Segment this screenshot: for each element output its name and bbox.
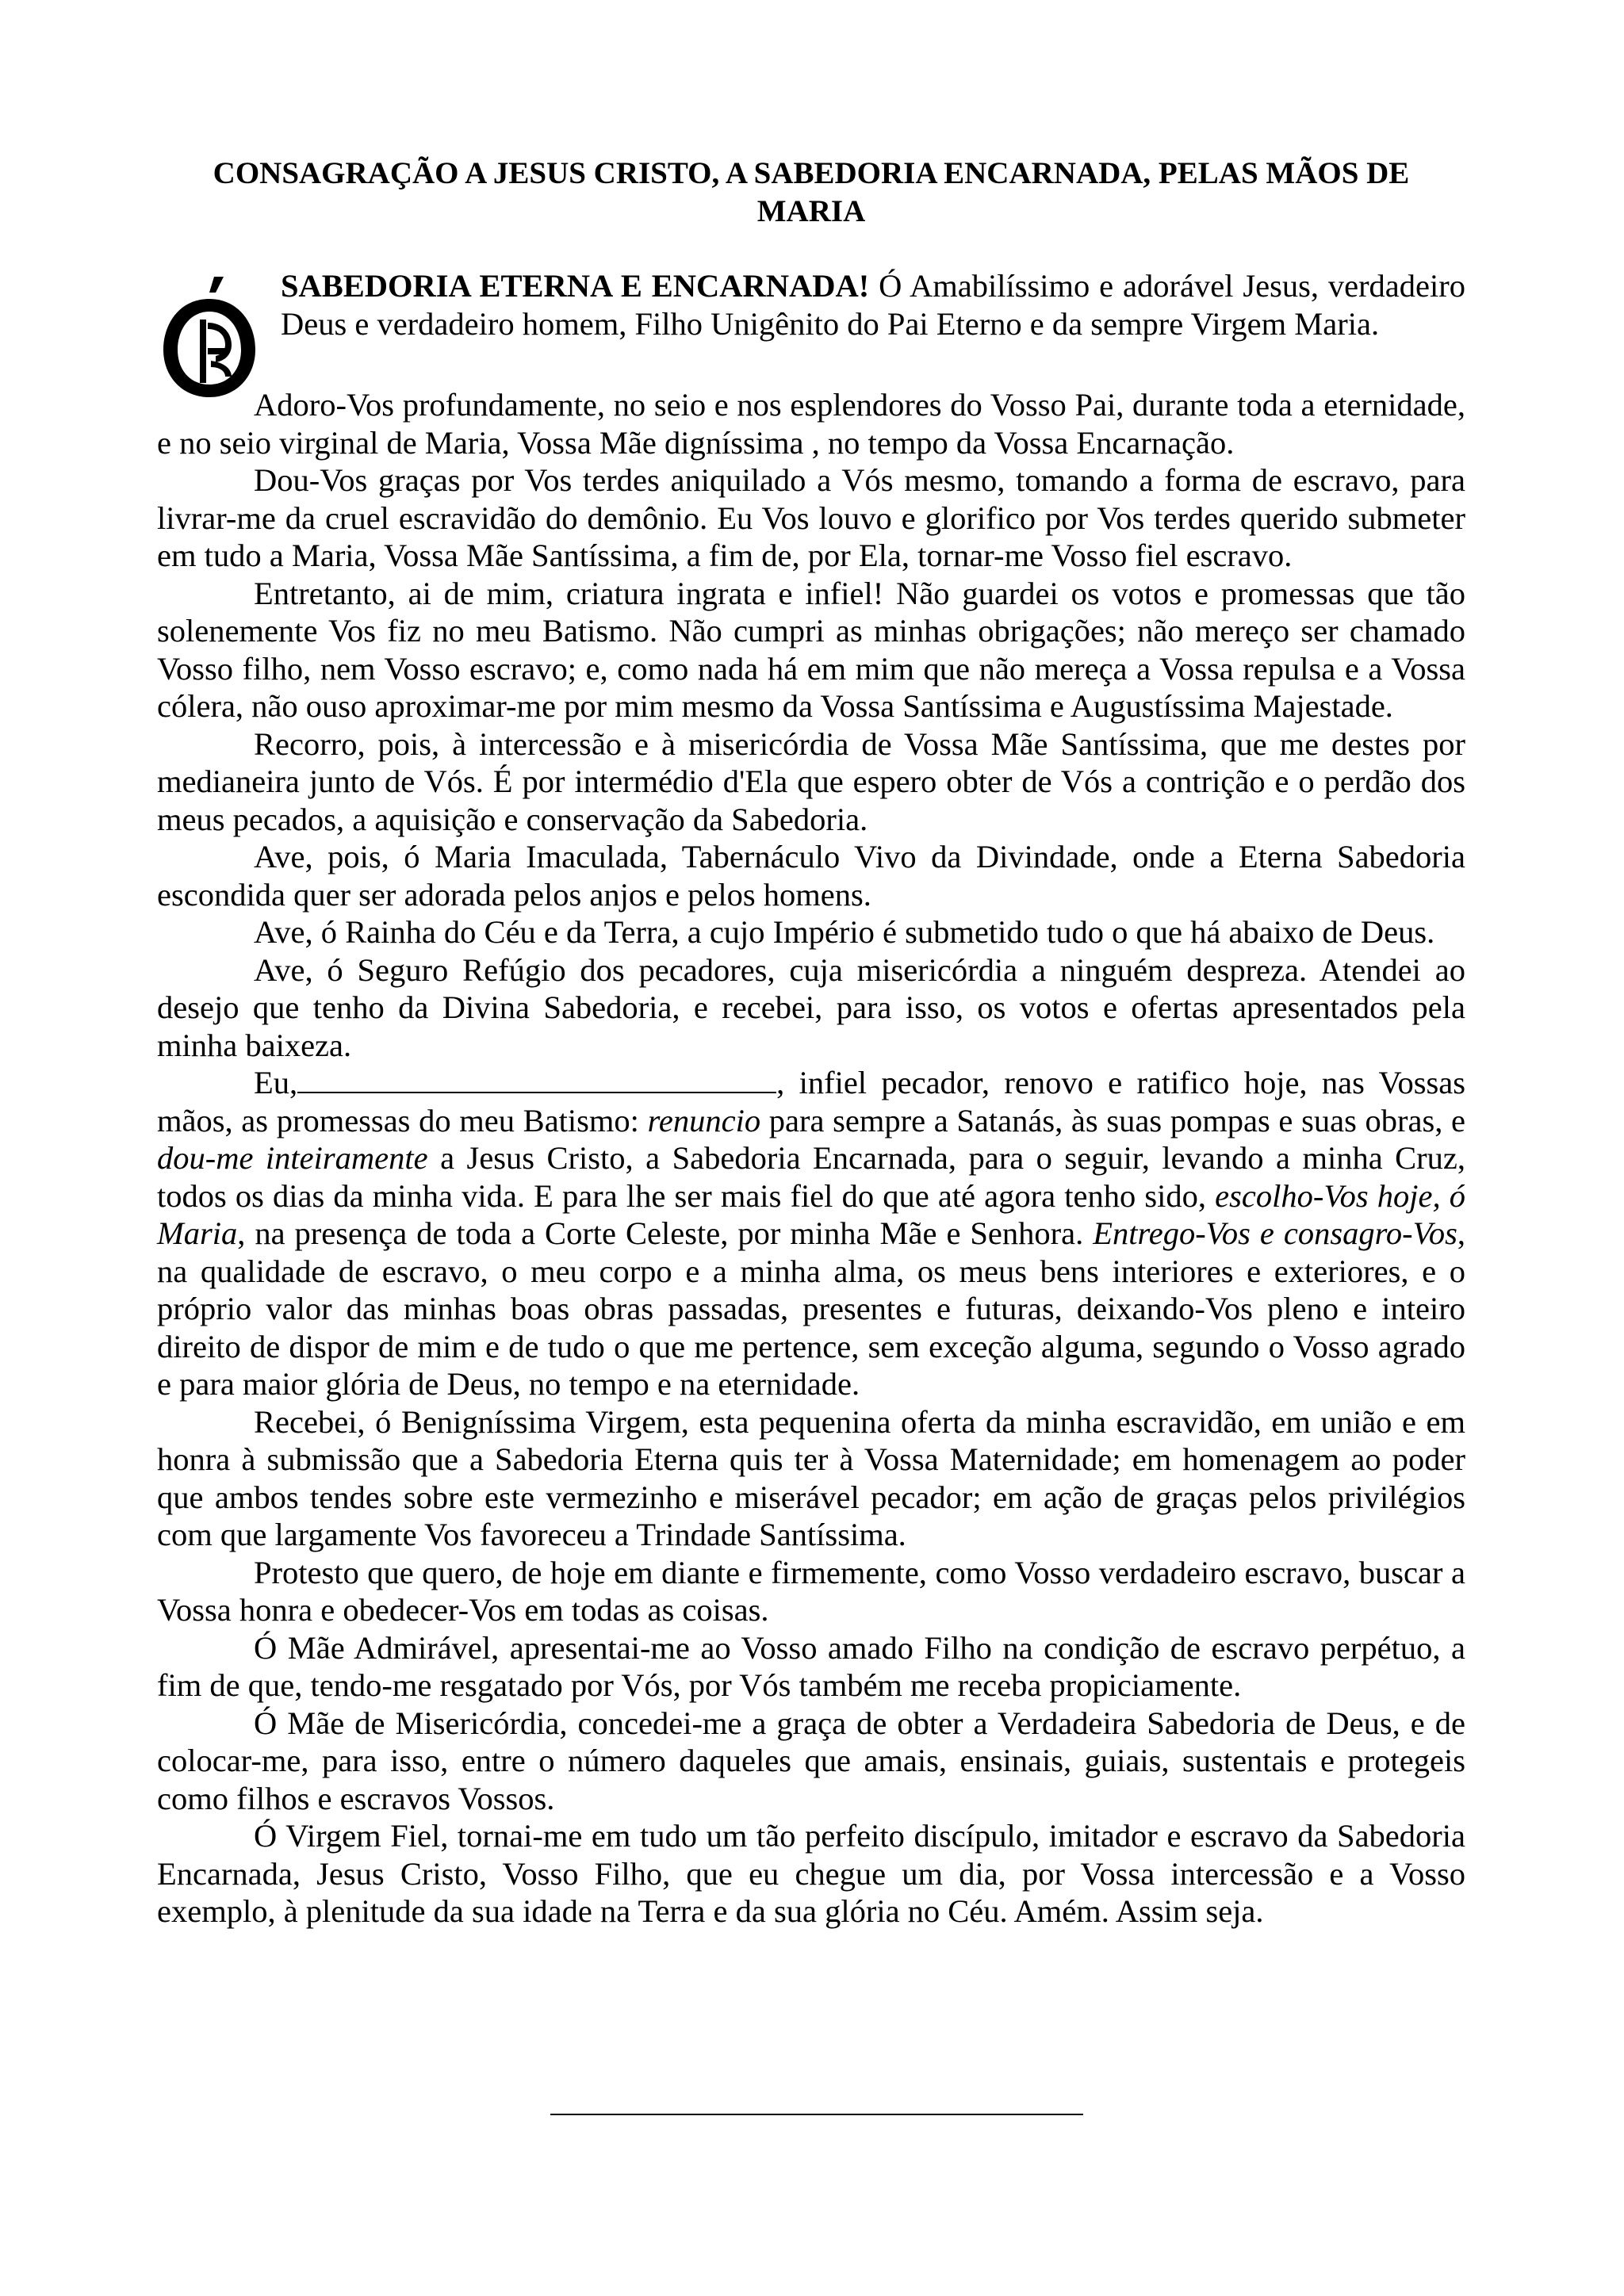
paragraph-1: Adoro-Vos profundamente, no seio e nos esplendores do Vosso Pai, durante toda a eternidade, e no seio virginal de Maria, Vossa Mãe digníssima , no tempo da Vossa Encarnação. bbox=[157, 387, 1465, 461]
name-blank-field[interactable] bbox=[297, 1066, 776, 1093]
paragraph-2: Dou-Vos graças por Vos terdes aniquilado a Vós mesmo, tomando a forma de escravo, para livrar-me da cruel escravidão do demônio. Eu Vos louvo e glorifico por Vos terdes querido submeter em tudo a Maria, Vossa Mãe Santíssima, a fim de, por Ela, tornar-me Vosso fiel escravo. bbox=[157, 462, 1465, 573]
paragraph-10: Protesto que quero, de hoje em diante e firmemente, como Vosso verdadeiro escravo, buscar a Vossa honra e obedecer-Vos em todas as coisas. bbox=[157, 1554, 1465, 1628]
paragraph-13: Ó Virgem Fiel, tornai-me em tudo um tão perfeito discípulo, imitador e escravo da Sabedoria Encarnada, Jesus Cristo, Vosso Filho, que eu chegue um dia, por Vossa intercessão e a Vosso exemplo, à plenitude da sua idade na Terra e da sua glória no Céu. Amém. Assim seja. bbox=[157, 1818, 1465, 1929]
p8-g: escolho-Vos hoje, ó Maria bbox=[157, 1177, 1465, 1251]
p8-d: para sempre a Satanás, às suas pompas e suas obras, e bbox=[760, 1102, 1466, 1138]
paragraph-4: Recorro, pois, à intercessão e à misericórdia de Vossa Mãe Santíssima, que me destes por medianeira junto de Vós. É por intermédio d'Ela que espero obter de Vós a contrição e o perdão dos meus pecados, a aquisição e conservação da Sabedoria. bbox=[157, 725, 1465, 837]
intro-paragraph bbox=[157, 267, 1465, 386]
p8-i: Entrego-Vos e consagro-Vos bbox=[1093, 1215, 1457, 1251]
paragraph-12: Ó Mãe de Misericórdia, concedei-me a graça de obter a Verdadeira Sabedoria de Deus, e de colocar-me, para isso, entre o número daqueles que amais, ensinais, guiais, sustentais e protegeis como filhos e escravos Vossos. bbox=[157, 1705, 1465, 1816]
document-title: CONSAGRAÇÃO A JESUS CRISTO, A SABEDORIA ENCARNADA, PELAS MÃOS DE MARIA bbox=[213, 156, 1410, 228]
p8-a: Eu, bbox=[254, 1065, 298, 1100]
dropcap-o-icon bbox=[159, 272, 260, 399]
p8-e: dou-me inteiramente bbox=[157, 1140, 428, 1176]
document-page bbox=[157, 155, 1465, 1931]
p8-h: , na presença de toda a Corte Celeste, por minha Mãe e Senhora. bbox=[237, 1215, 1094, 1251]
paragraph-8 bbox=[157, 1064, 1465, 1403]
p8-j: , na qualidade de escravo, o meu corpo e a minha alma, os meus bens interiores e exteriores, e o próprio valor das minhas boas obras passadas, presentes e futuras, deixando-Vos pleno e inteiro direito de dispor de mim e de tudo o que me pertence, sem exceção alguma, segundo o Vosso agrado e para maior glória de Deus, no tempo e na eternidade. bbox=[157, 1215, 1465, 1402]
intro-rest: Ó Amabilíssimo e adorável Jesus, verdadeiro Deus e verdadeiro homem, Filho Unigênito do Pai Eterno e da sempre Virgem Maria. bbox=[281, 268, 1465, 342]
paragraph-3: Entretanto, ai de mim, criatura ingrata e infiel! Não guardei os votos e promessas que tão solenemente Vos fiz no meu Batismo. Não cumpri as minhas obrigações; não mereço ser chamado Vosso filho, nem Vosso escravo; e, como nada há em mim que não mereça a Vossa repulsa e a Vossa cólera, não ouso aproximar-me por mim mesmo da Vossa Santíssima e Augustíssima Majestade. bbox=[157, 575, 1465, 724]
p8-b: , infiel pecador, renovo e ratifico hoje, nas Vossas mãos, as promessas do meu Batismo: bbox=[157, 1065, 1465, 1138]
paragraph-7: Ave, ó Seguro Refúgio dos pecadores, cuja misericórdia a ninguém despreza. Atendei ao desejo que tenho da Divina Sabedoria, e recebei, para isso, os votos e ofertas apresentados pela minha baixeza. bbox=[157, 951, 1465, 1063]
paragraph-5: Ave, pois, ó Maria Imaculada, Tabernáculo Vivo da Divindade, onde a Eterna Sabedoria escondida quer ser adorada pelos anjos e pelos homens. bbox=[157, 839, 1465, 913]
p8-f: a Jesus Cristo, a Sabedoria Encarnada, para o seguir, levando a minha Cruz, todos os dias da minha vida. E para lhe ser mais fiel do que até agora tenho sido, bbox=[157, 1140, 1466, 1214]
paragraph-11: Ó Mãe Admirável, apresentai-me ao Vosso amado Filho na condição de escravo perpétuo, a fim de que, tendo-me resgatado por Vós, por Vós também me receba propiciamente. bbox=[157, 1629, 1465, 1703]
signature-line[interactable] bbox=[550, 2114, 1083, 2115]
intro-text bbox=[281, 267, 1465, 342]
intro-bold: SABEDORIA ETERNA E ENCARNADA! bbox=[281, 268, 870, 304]
p8-c: renuncio bbox=[647, 1102, 761, 1138]
paragraph-9: Recebei, ó Benigníssima Virgem, esta pequenina oferta da minha escravidão, em união e em honra à submissão que a Sabedoria Eterna quis ter à Vossa Maternidade; em homenagem ao poder que ambos tendes sobre este vermezinho e miserável pecador; em ação de graças pelos privilégios com que largamente Vos favoreceu a Trindade Santíssima. bbox=[157, 1403, 1465, 1552]
paragraph-6: Ave, ó Rainha do Céu e da Terra, a cujo Império é submetido tudo o que há abaixo de Deus. bbox=[254, 914, 1435, 950]
